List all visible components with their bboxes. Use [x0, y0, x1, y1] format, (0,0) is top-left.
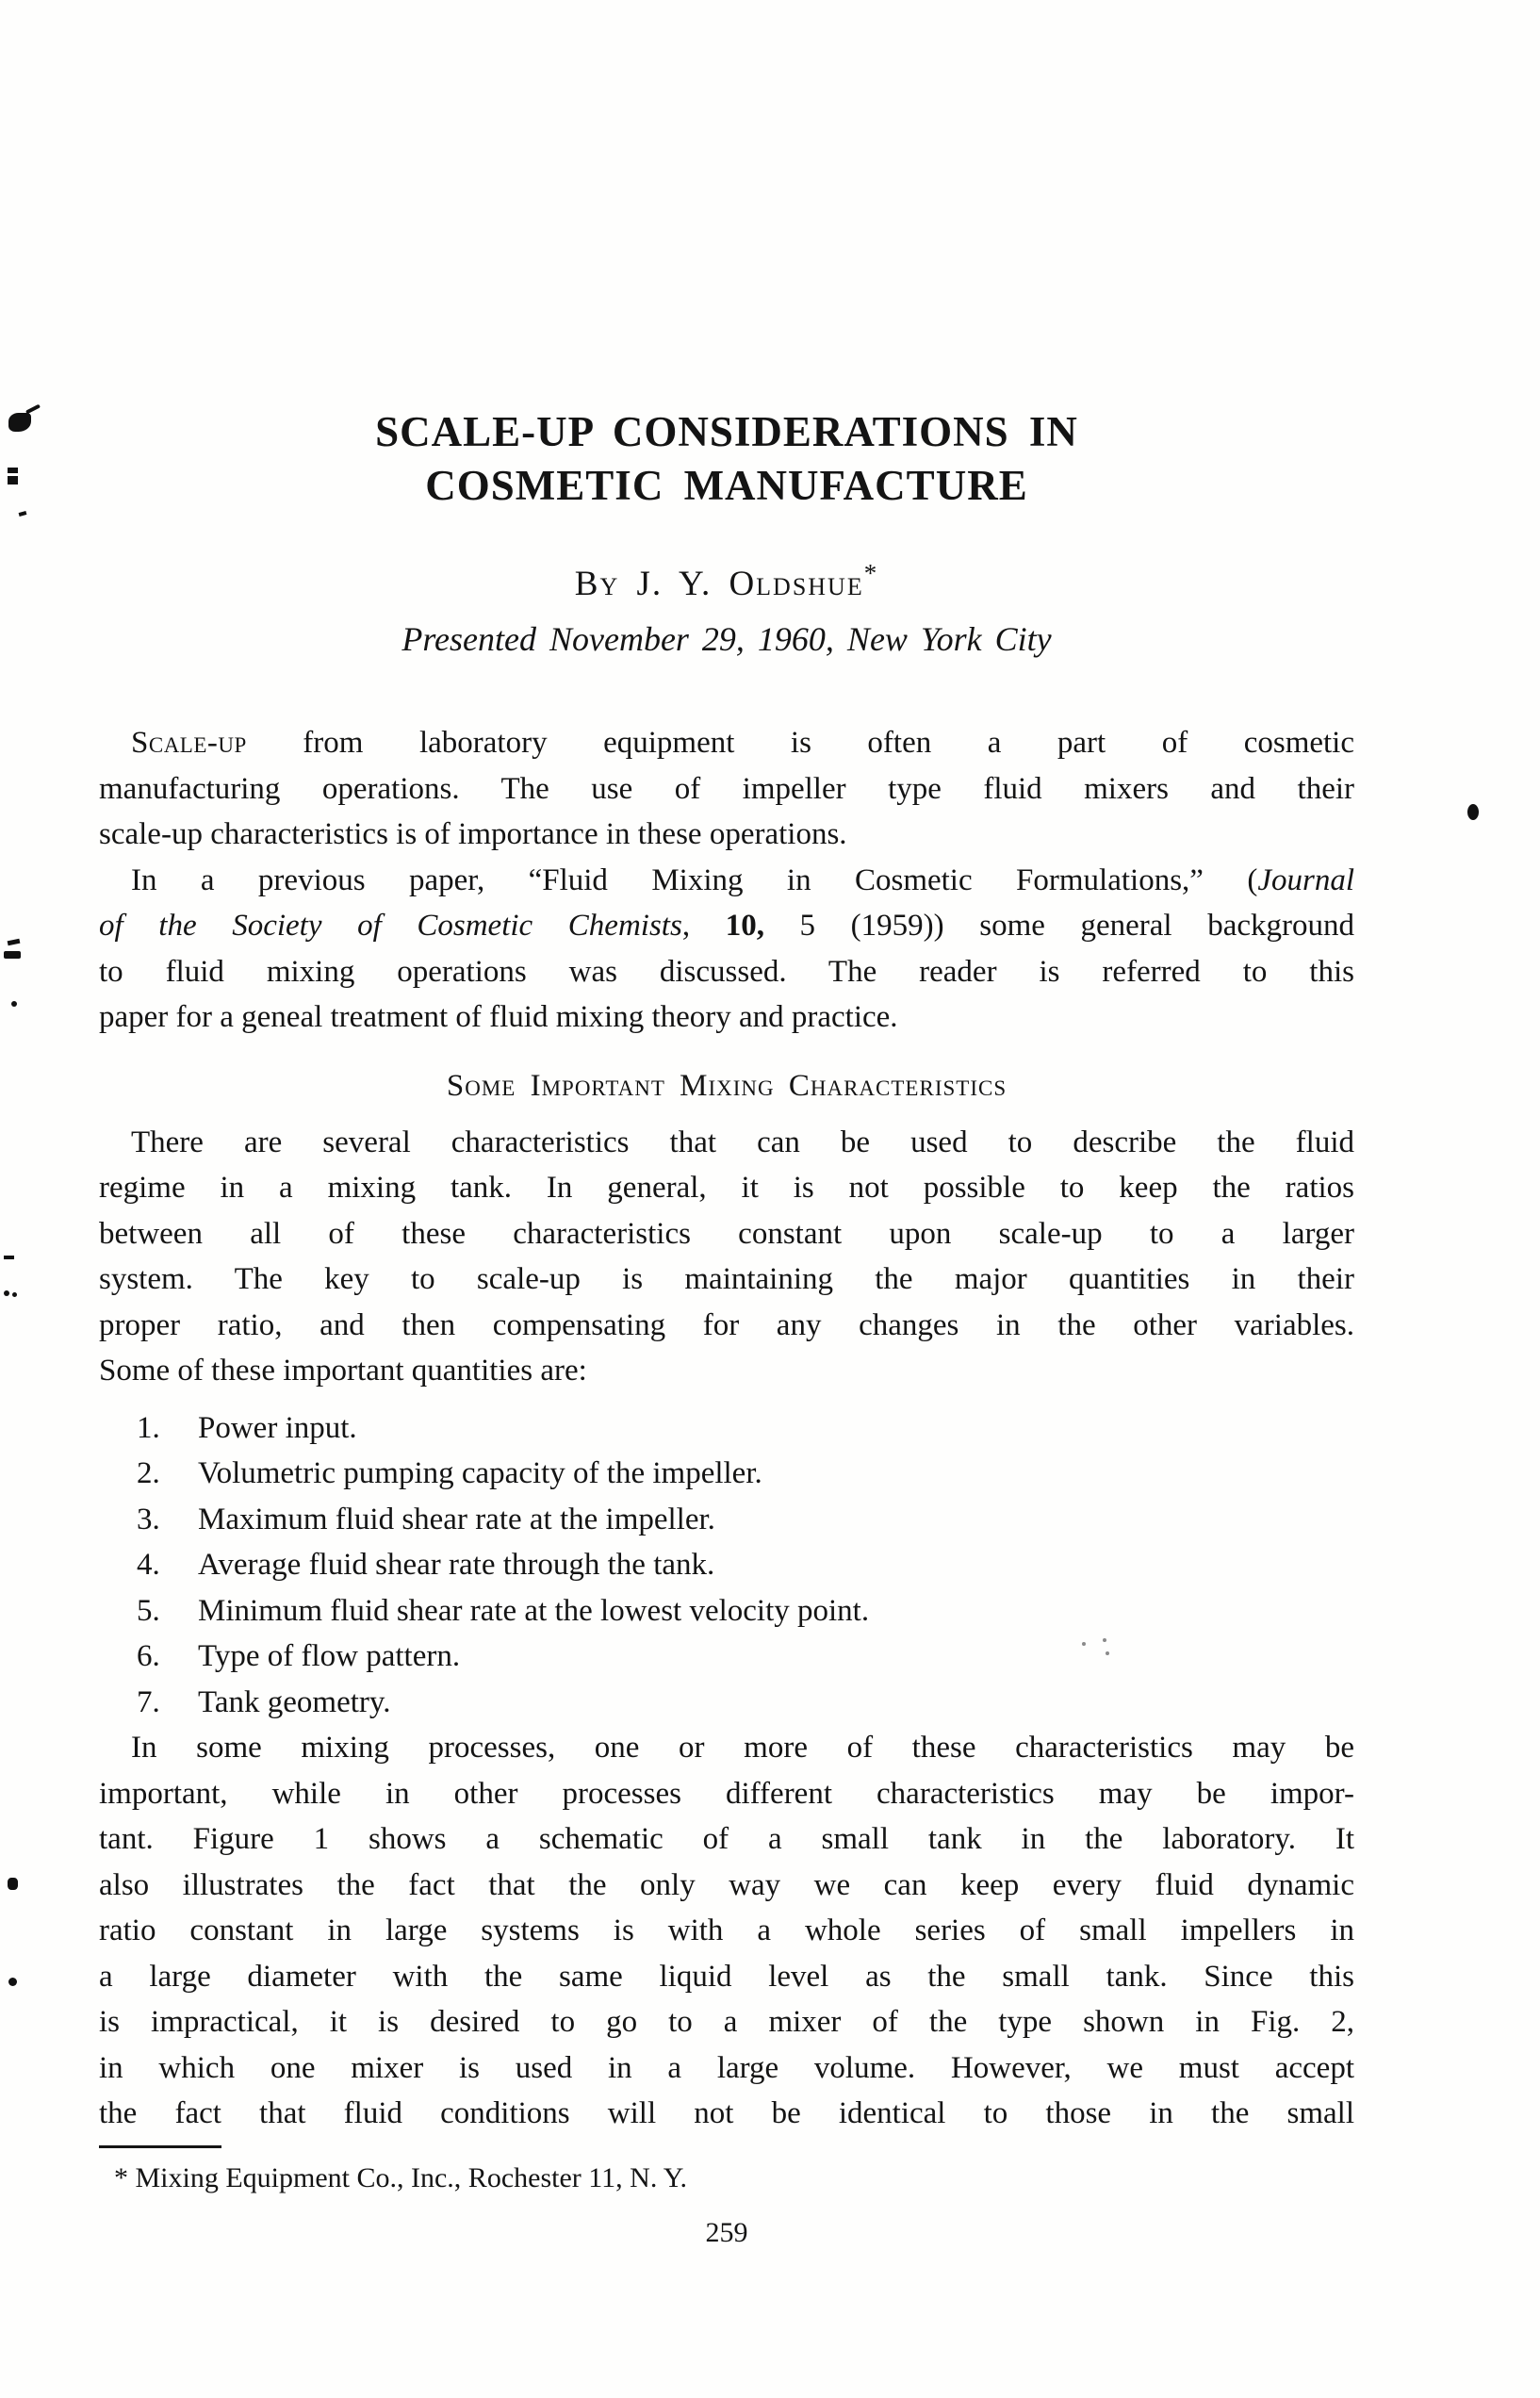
paragraph-previous-paper: In a previous paper, “Fluid Mixing in Cosmetic Formulations,” (Journal of the Society of Cosmetic Chemists, 10, 5 (1959)) some general background to fluid mixing operations was discussed. The reader is referred to this paper for a geneal treatment of fluid mixing theory and practice.: [99, 862, 1354, 1034]
scan-speck: [8, 476, 18, 485]
scan-speck: [8, 939, 21, 946]
list-item-number: 1.: [137, 1410, 160, 1445]
author-name: By J. Y. Oldshue: [574, 565, 864, 603]
scan-speck: [11, 1001, 17, 1007]
paper-title-line1: SCALE-UP CONSIDERATIONS IN: [375, 408, 1078, 455]
quantities-list: [99, 1405, 1354, 1726]
list-item-number: 7.: [137, 1684, 160, 1719]
list-item-text: Volumetric pumping capacity of the impeller.: [198, 1456, 762, 1490]
body-text: [99, 720, 1354, 2137]
list-item-text: Tank geometry.: [198, 1684, 391, 1719]
footnote-text: Mixing Equipment Co., Inc., Rochester 11, N. Y.: [135, 2161, 687, 2193]
list-item: [137, 1405, 1354, 1452]
scan-speck: [4, 1290, 9, 1296]
list-item-text: Maximum fluid shear rate at the impeller.: [198, 1502, 715, 1536]
paper-title: [99, 405, 1354, 513]
list-item-text: Type of flow pattern.: [198, 1639, 461, 1673]
scan-speck: [8, 1878, 18, 1890]
scan-speck: [12, 1292, 17, 1297]
scan-speck: [4, 951, 21, 959]
scan-speck: [25, 404, 41, 415]
scan-speck: [8, 413, 31, 432]
list-item-text: Average fluid shear rate through the tank.: [198, 1548, 715, 1582]
scan-speck: [1467, 804, 1479, 820]
paragraph-characteristics: There are several characteristics that can be used to describe the fluid regime in a mixing tank. In general, it is not possible to keep the ratios between all of these characteristics constant upon scale-up to a larger system. The key to scale-up is maintaining the major quantities in their proper ratio, and then compensating for any changes in the other variables. Some of these important quantities are:: [99, 1125, 1354, 1388]
footnote-marker: *: [114, 2161, 128, 2193]
paragraph-intro: Scale-up from laboratory equipment is often a part of cosmetic manufacturing operations. The use of impeller type fluid mixers and their scale-up characteristics is of importance in these operations.: [99, 726, 1354, 851]
scan-speck: [8, 1978, 17, 1986]
presented-line: Presented November 29, 1960, New York City: [401, 620, 1052, 658]
list-item: [137, 1451, 1354, 1497]
paragraph-processes: In some mixing processes, one or more of these characteristics may be important, while in other processes different characteristics may be impor- tant. Figure 1 shows a schematic of a small tank in the laboratory. It also illustrates the fact that the only way we can keep every fluid dynamic ratio constant in large systems is with a whole series of small impellers in a large diameter with the same liquid level as the small tank. Since this is impractical, it is desired to go to a mixer of the type shown in Fig. 2, in which one mixer is used in a large volume. However, we must accept the fact that fluid conditions will not be identical to those in the small: [99, 1731, 1354, 2130]
footnote: [99, 2160, 1354, 2196]
list-item-number: 3.: [137, 1502, 160, 1536]
list-item: [137, 1634, 1354, 1680]
list-item-number: 4.: [137, 1548, 160, 1582]
list-item-text: Power input.: [198, 1410, 357, 1445]
page-number: 259: [705, 2216, 748, 2248]
scan-speck: [19, 511, 27, 517]
list-item-text: Minimum fluid shear rate at the lowest velocity point.: [198, 1593, 870, 1628]
footnote-rule: [99, 2145, 221, 2148]
paper-title-line2: COSMETIC MANUFACTURE: [425, 462, 1028, 509]
scan-speck: [4, 1256, 14, 1259]
byline: [99, 554, 1354, 603]
list-item: [137, 1680, 1354, 1726]
list-item: [137, 1497, 1354, 1543]
footnote-marker-superscript: *: [863, 559, 879, 587]
list-item-number: 5.: [137, 1593, 160, 1628]
text-column: [99, 405, 1354, 2249]
list-item: [137, 1588, 1354, 1634]
list-item-number: 6.: [137, 1639, 160, 1673]
list-item: [137, 1542, 1354, 1588]
section-heading: Some Important Mixing Characteristics: [446, 1068, 1008, 1103]
list-item-number: 2.: [137, 1456, 160, 1490]
scan-speck: [8, 468, 18, 473]
